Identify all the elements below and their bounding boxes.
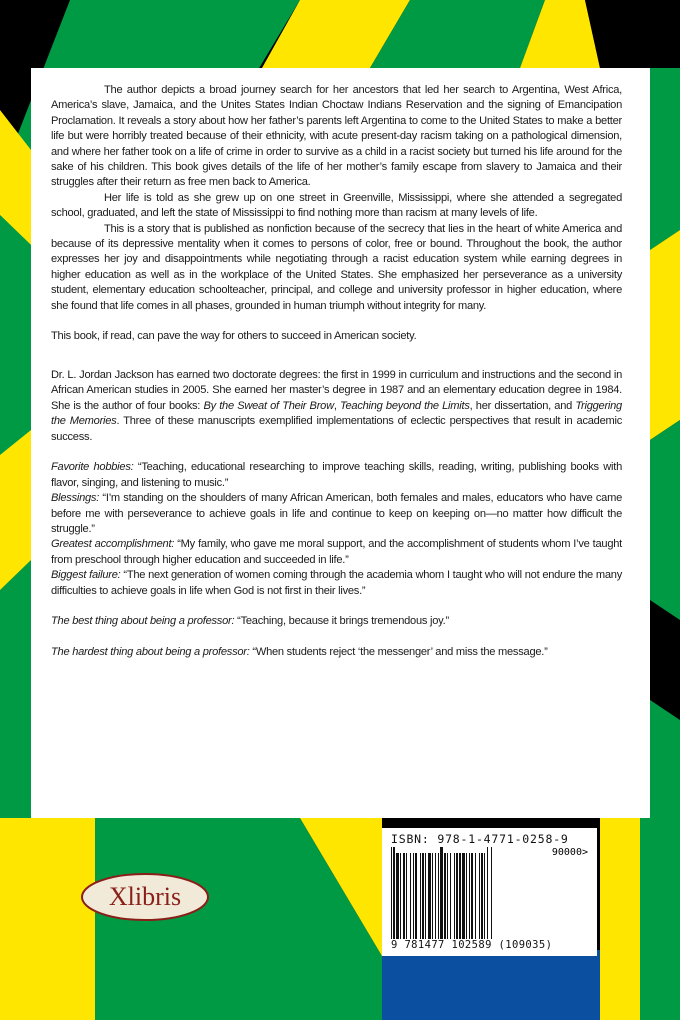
isbn-barcode (382, 828, 597, 956)
qa-greatest-accomplishment: Greatest accomplishment: “My family, who gave me moral support, and the accomplishment of students whom I’ve taught from preschool through higher education and succeeded in life.” (51, 538, 622, 566)
barcode-bar (491, 847, 492, 939)
svg-text:Xlibris: Xlibris (108, 882, 182, 911)
price-code: 90000> (551, 847, 588, 858)
qa-blessings: Blessings: “I’m standing on the shoulders of many African American, both females and males, educators who have came before me with perseverance to achieve goals in life and continue to keep on keeping on—no matter how difficult the struggle.” (51, 492, 622, 535)
qa-favorite-hobbies: Favorite hobbies: “Teaching, educational researching to improve teaching skills, reading, writing, publishing books with flavor, singing, and listening to music.” (51, 461, 622, 489)
book-title: Teaching beyond the Limits (339, 399, 470, 412)
author-bio: Dr. L. Jordan Jackson has earned two doctorate degrees: the first in 1999 in curriculum and instructions and the second in African American studies in 2005. She earned her master’s degree in 1987 and an elementary education degree in 1984. She is the author of four books: By the Sweat of Their Brow, Teaching beyond the Limits, her dissertation, and Triggering the Memories. Three of these manuscripts exemplified implementations of eclectic perspectives that result in academic success. (51, 368, 623, 443)
back-cover-text-panel (31, 68, 650, 818)
blurb-paragraph-3: This is a story that is published as nonfiction because of the secrecy that lies in the heart of white America and because of its depressive mentality when it comes to persons of color, free or bound. Throughout the book, the author expresses her joy and disappointments while negotiating through a racist education system while earning degrees in higher education as well as in the workplace of the United States. She emphasized her perseverance as a university student, elementary education schoolteacher, principal, and college and university professor in higher education, where she found that life comes in all phases, grounded in human triumph without integrity for many. (51, 222, 622, 312)
qa-best-thing: The best thing about being a professor: “Teaching, because it brings tremendous joy.” (51, 615, 449, 628)
isbn-number: ISBN: 978-1-4771-0258-9 (391, 832, 569, 846)
book-title: By the Sweat of Their Brow (203, 399, 334, 412)
blurb-paragraph-4: This book, if read, can pave the way for others to succeed in American society. (51, 330, 417, 343)
xlibris-logo (80, 872, 210, 922)
blurb-paragraph-1: The author depicts a broad journey search for her ancestors that led her search to Argentina, West Africa, America’s slave, Jamaica, and the Unites States Indian Choctaw Indians Reservation and the signing of Emancipation Proclamation. It reveals a story about how her father’s parents left Argentina to come to the United States to make a better life but were horribly treated because of their ethnicity, with acute present-day racism taking on a pathological dimension, and where her father took on a life of crime in order to survive as a child in a racist society but turned his life around for the sake of his children. This book gives details of the life of her mother’s family escape from slavery to Jamaica and their struggles after their return as free men back to America. (51, 84, 622, 189)
qa-biggest-failure: Biggest failure: “The next generation of women coming through the academia whom I taught who will not endure the many difficulties to achieve goals in life when God is not first in their lives.” (51, 569, 622, 597)
barcode-digits: 9 781477 102589 (109035) (391, 939, 553, 951)
qa-hardest-thing: The hardest thing about being a professor: “When students reject ‘the messenger’ and miss the message.” (51, 646, 548, 659)
blue-stripe (382, 950, 600, 1020)
barcode-bars (391, 847, 588, 939)
book-title: Triggering the Memories (51, 399, 622, 428)
blurb-paragraph-2: Her life is told as she grew up on one street in Greenville, Mississippi, where she attended a segregated school, graduated, and left the state of Mississippi to find nothing more than racism at many levels of life. (51, 191, 622, 220)
